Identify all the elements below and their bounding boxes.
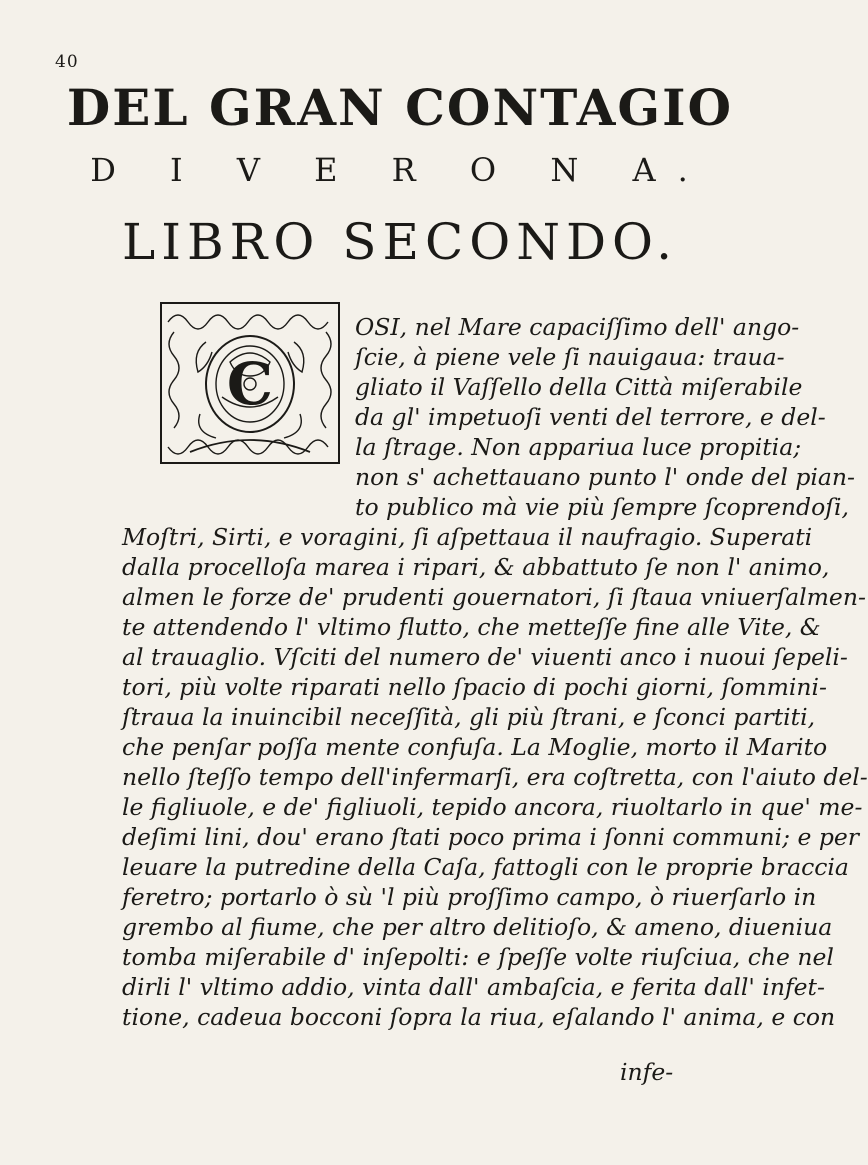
text-line: le figliuole, e de' figliuoli, tepido ancora, riuoltarlo in que' me- [122, 793, 863, 821]
text-line: ſcie, à piene vele ſi nauigaua: traua- [355, 343, 785, 371]
text-line: OSI, nel Mare capaciſſimo dell' ango- [355, 313, 800, 341]
catchword: infe- [620, 1058, 674, 1086]
text-line: gliato il Vaſſello della Città miſerabile [355, 373, 803, 401]
text-line: la ſtrage. Non appariua luce propitia; [355, 433, 802, 461]
text-line: dirli l' vltimo addio, vinta dall' ambaſcia, e ferita dall' infet- [122, 973, 825, 1001]
text-line: to publico mà vie più ſempre ſcoprendoſi, [355, 493, 849, 521]
book-heading: LIBRO SECONDO. [121, 213, 679, 271]
text-line: feretro; portarlo ò sù 'l più proſſimo campo, ò riuerſarlo in [122, 883, 817, 911]
text-line: tione, cadeua bocconi ſopra la riua, eſalando l' anima, e con [122, 1003, 836, 1031]
initial-letter: C [226, 350, 274, 418]
text-line: Moſtri, Sirti, e voragini, ſi aſpettaua il naufragio. Superati [122, 523, 813, 551]
text-line: da gl' impetuoſi venti del terrore, e del- [355, 403, 826, 431]
text-line: non s' achettauano punto l' onde del pian- [355, 463, 855, 491]
text-line: te attendendo l' vltimo flutto, che metteſſe fine alle Vite, & [122, 613, 821, 641]
text-line: che penſar poſſa mente confuſa. La Moglie, morto il Marito [122, 733, 828, 761]
text-line: leuare la putredine della Caſa, fattogli con le proprie braccia [122, 853, 849, 881]
page-number: 40 [55, 52, 79, 72]
text-line: grembo al fiume, che per altro delitioſo, & ameno, diueniua [122, 913, 833, 941]
text-line: tomba miſerabile d' inſepolti: e ſpeſſe volte riuſciua, che nel [122, 943, 834, 971]
text-line: al trauaglio. Vſciti del numero de' viuenti anco i nuoui ſepeli- [122, 643, 848, 671]
text-line: deſimi lini, dou' erano ſtati poco prima i ſonni communi; e per [122, 823, 860, 851]
text-line: ſtraua la inuincibil neceſſità, gli più ſtrani, e ſconci partiti, [122, 703, 816, 731]
title-subtitle: D I V E R O N A. [90, 151, 710, 189]
text-line: nello ſteſſo tempo dell'infermarſi, era coſtretta, con l'aiuto del- [122, 763, 868, 791]
text-line: almen le forze de' prudenti gouernatori, ſi ſtaua vniuerſalmen- [122, 583, 866, 611]
decorated-initial [160, 302, 340, 464]
text-line: dalla procelloſa marea i ripari, & abbattuto ſe non l' animo, [122, 553, 830, 581]
text-line: tori, più volte riparati nello ſpacio di pochi giorni, ſommini- [122, 673, 827, 701]
title-main: DEL GRAN CONTAGIO [66, 78, 734, 137]
ornament-icon [160, 302, 340, 464]
